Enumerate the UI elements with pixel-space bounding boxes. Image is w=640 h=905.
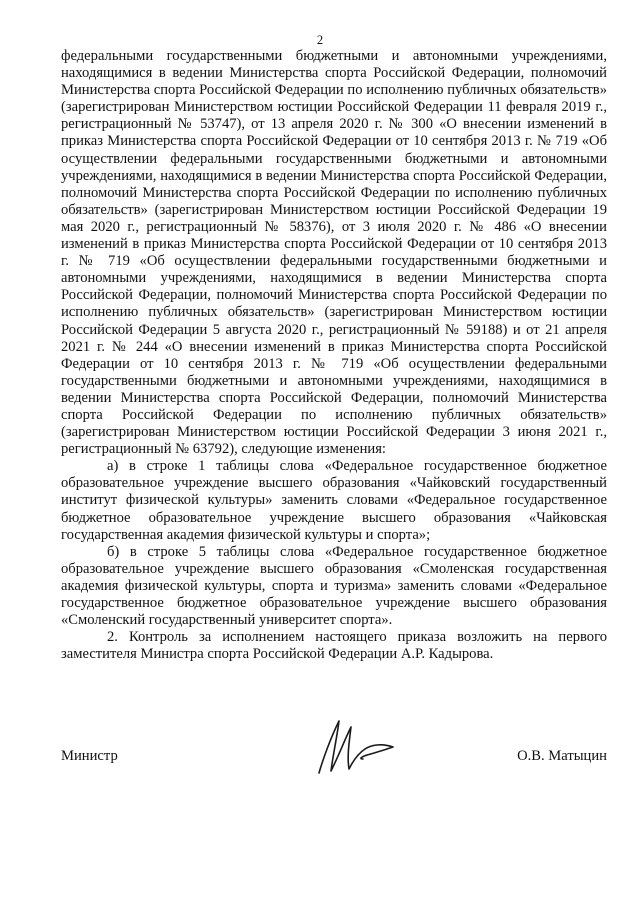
handwritten-signature (309, 715, 401, 777)
document-body (61, 48, 607, 663)
signatory-name: О.В. Матыцин (517, 748, 607, 764)
signature-block (61, 748, 607, 788)
paragraph-continuation: федеральными государственными бюджетными и автономными учреждениями, находящимися в ведении Министерства спорта Российской Федерации, полномочий Министерства спорта Российской Федерации по исполнению публичных обязательств» (зарегистрирован Министерством юстиции Российской Федерации 11 февраля 2019 г., регистрационный № 53747), от 13 апреля 2020 г. № 300 «О внесении изменений в приказ Министерства спорта Российской Федерации от 10 сентября 2013 г. № 719 «Об осуществлении федеральными государственными бюджетными и автономными учреждениями, находящимися в ведении Министерства спорта Российской Федерации, полномочий Министерства спорта Российской Федерации по исполнению публичных обязательств» (зарегистрирован Министерством юстиции Российской Федерации 19 мая 2020 г., регистрационный № 58376), от 3 июля 2020 г. № 486 «О внесении изменений в приказ Министерства спорта Российской Федерации от 10 сентября 2013 г. № 719 «Об осуществлении федеральными государственными бюджетными и автономными учреждениями, находящимися в ведении Министерства спорта Российской Федерации, полномочий Министерства спорта Российской Федерации по исполнению публичных обязательств» (зарегистрирован Министерством юстиции Российской Федерации 5 августа 2020 г., регистрационный № 59188) и от 21 апреля 2021 г. № 244 «О внесении изменений в приказ Министерства спорта Российской Федерации от 10 сентября 2013 г. № 719 «Об осуществлении федеральными государственными бюджетными и автономными учреждениями, находящимися в ведении Министерства спорта Российской Федерации, полномочий Министерства спорта Российской Федерации по исполнению публичных обязательств» (зарегистрирован Министерством юстиции Российской Федерации 3 июня 2021 г., регистрационный № 63792), следующие изменения: (61, 48, 607, 458)
list-item-b: б) в строке 5 таблицы слова «Федеральное государственное бюджетное образовательное учреждение высшего образования «Смоленская государственная академия физической культуры, спорта и туризма» заменить словами «Федеральное государственное бюджетное образовательное учреждение высшего образования «Смоленский государственный университет спорта». (61, 543, 607, 629)
page-number: 2 (316, 33, 324, 47)
signatory-title: Министр (61, 748, 118, 764)
list-item-a: а) в строке 1 таблицы слова «Федеральное государственное бюджетное образовательное учреждение высшего образования «Чайковский государственный институт физической культуры» заменить словами «Федеральное государственное бюджетное образовательное учреждение высшего образования «Чайковская государственная академия физической культуры и спорта»; (61, 458, 607, 543)
paragraph-item-2: 2. Контроль за исполнением настоящего приказа возложить на первого заместителя Министра спорта Российской Федерации А.Р. Кадырова. (61, 629, 607, 663)
